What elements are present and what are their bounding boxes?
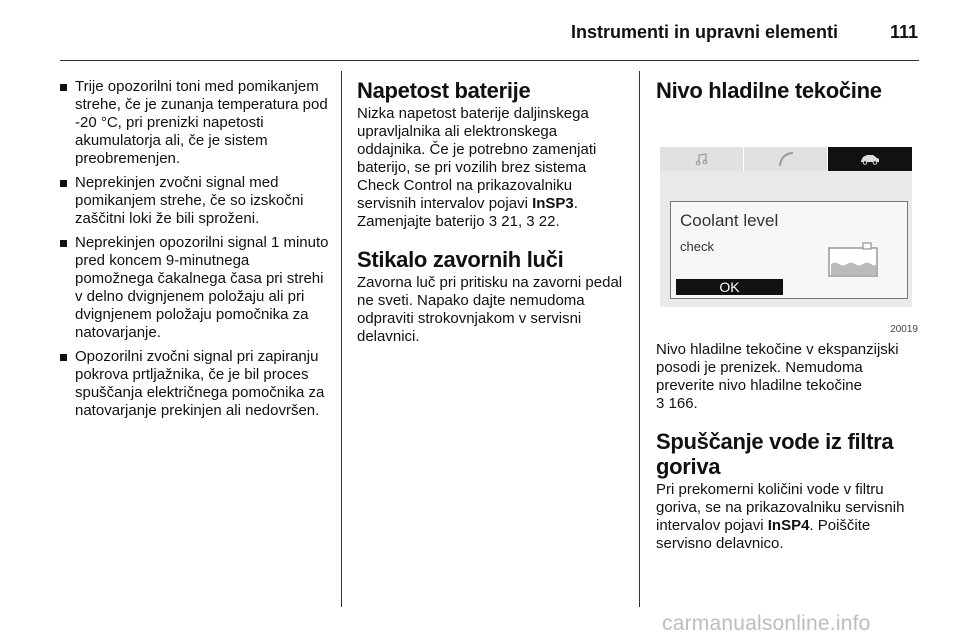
coolant-message-box (670, 201, 908, 299)
left-column (58, 78, 330, 426)
vehicle-tab (828, 147, 913, 171)
coolant-heading: Nivo hladilne tekočine (656, 78, 882, 103)
audio-tab (660, 147, 744, 171)
bullet-marker (60, 354, 67, 361)
bullet-marker (60, 84, 67, 91)
bullet-marker (60, 180, 67, 187)
message-subtitle: check (680, 239, 714, 254)
middle-column (357, 78, 627, 346)
page-ref[interactable]: 21 (501, 213, 518, 230)
ok-button[interactable]: OK (676, 279, 783, 295)
watermark: carmanualsonline.info (662, 612, 871, 635)
page-header (0, 0, 960, 62)
battery-heading: Napetost baterije (357, 78, 531, 103)
brake-light-paragraph: Zavorna luč pri pritisku na zavorni pedal ne sveti. Napako dajte nemudoma odpraviti strokovnjakom v servisni delavnici. (357, 274, 623, 345)
message-title: Coolant level (680, 211, 779, 230)
bullet-marker (60, 240, 67, 247)
coolant-paragraph: Nivo hladilne tekočine v ekspanzijski posodi je prenizek. Nemudoma preverite nivo hladilne tekočine 3 166. (656, 341, 899, 412)
page-ref-icon: 3 (526, 213, 535, 230)
bullet-item: Neprekinjen zvočni signal med pomikanjem strehe, če so izskočni zaščitni loki že bili sproženi. (58, 174, 330, 228)
header-rule (60, 60, 919, 61)
coolant-display-figure (654, 121, 920, 335)
car-icon (859, 152, 881, 166)
service-code: InSP4 (767, 517, 810, 534)
bullet-item: Neprekinjen opozorilni signal 1 minuto pred koncem 9-minutnega pomožnega čakalnega časa pri strehi v delno dvignjenem položaju ali pri dvignjenem položaju pomočnika za natovarjanje. (58, 234, 330, 342)
header-title: Instrumenti in upravni elementi (570, 22, 838, 42)
page-ref-icon: 3 (656, 395, 665, 412)
phone-icon (778, 152, 794, 166)
warning-bullet-list (58, 78, 330, 420)
page-ref[interactable]: 166 (668, 395, 694, 412)
battery-paragraph: Nizka napetost baterije daljinskega upravljalnika ali elektronskega oddajnika. Če je potrebno zamenjati baterijo, se pri vozilih brez sistema Check Control na prikazovalniku servisnih intervalov pojavi InSP3. Zamenjajte baterijo 3 21, 3 22. (357, 105, 597, 230)
page-ref-icon: 3 (488, 213, 498, 230)
music-note-icon (695, 152, 709, 166)
display-screen (660, 147, 912, 307)
right-column (656, 78, 924, 553)
display-tab-bar (660, 147, 912, 171)
page-number: 111 (889, 22, 918, 42)
column-divider-2 (639, 71, 640, 607)
bullet-item: Trije opozorilni toni med pomikanjem strehe, če je zunanja temperatura pod -20 °C, pri prenizki napetosti akumulatorja ali, če je sistem preobremenjen. (58, 78, 330, 168)
phone-tab (744, 147, 828, 171)
figure-number: 20019 (890, 324, 918, 335)
coolant-tank-icon (827, 242, 879, 278)
fuel-filter-heading: Spuščanje vode iz filtra goriva (656, 429, 894, 479)
brake-light-heading: Stikalo zavornih luči (357, 247, 564, 272)
service-code: InSP3 (532, 195, 574, 212)
fuel-filter-paragraph: Pri prekomerni količini vode v filtru goriva, se na prikazovalniku servisnih intervalov pojavi InSP4. Poiščite servisno delavnico. (656, 481, 905, 552)
column-divider-1 (341, 71, 342, 607)
bullet-item: Opozorilni zvočni signal pri zapiranju pokrova prtljažnika, če je bil proces spuščanja električnega pomočnika za natovarjanje prekinjen ali nedovršen. (58, 348, 330, 420)
page-ref[interactable]: 22 (538, 213, 556, 230)
